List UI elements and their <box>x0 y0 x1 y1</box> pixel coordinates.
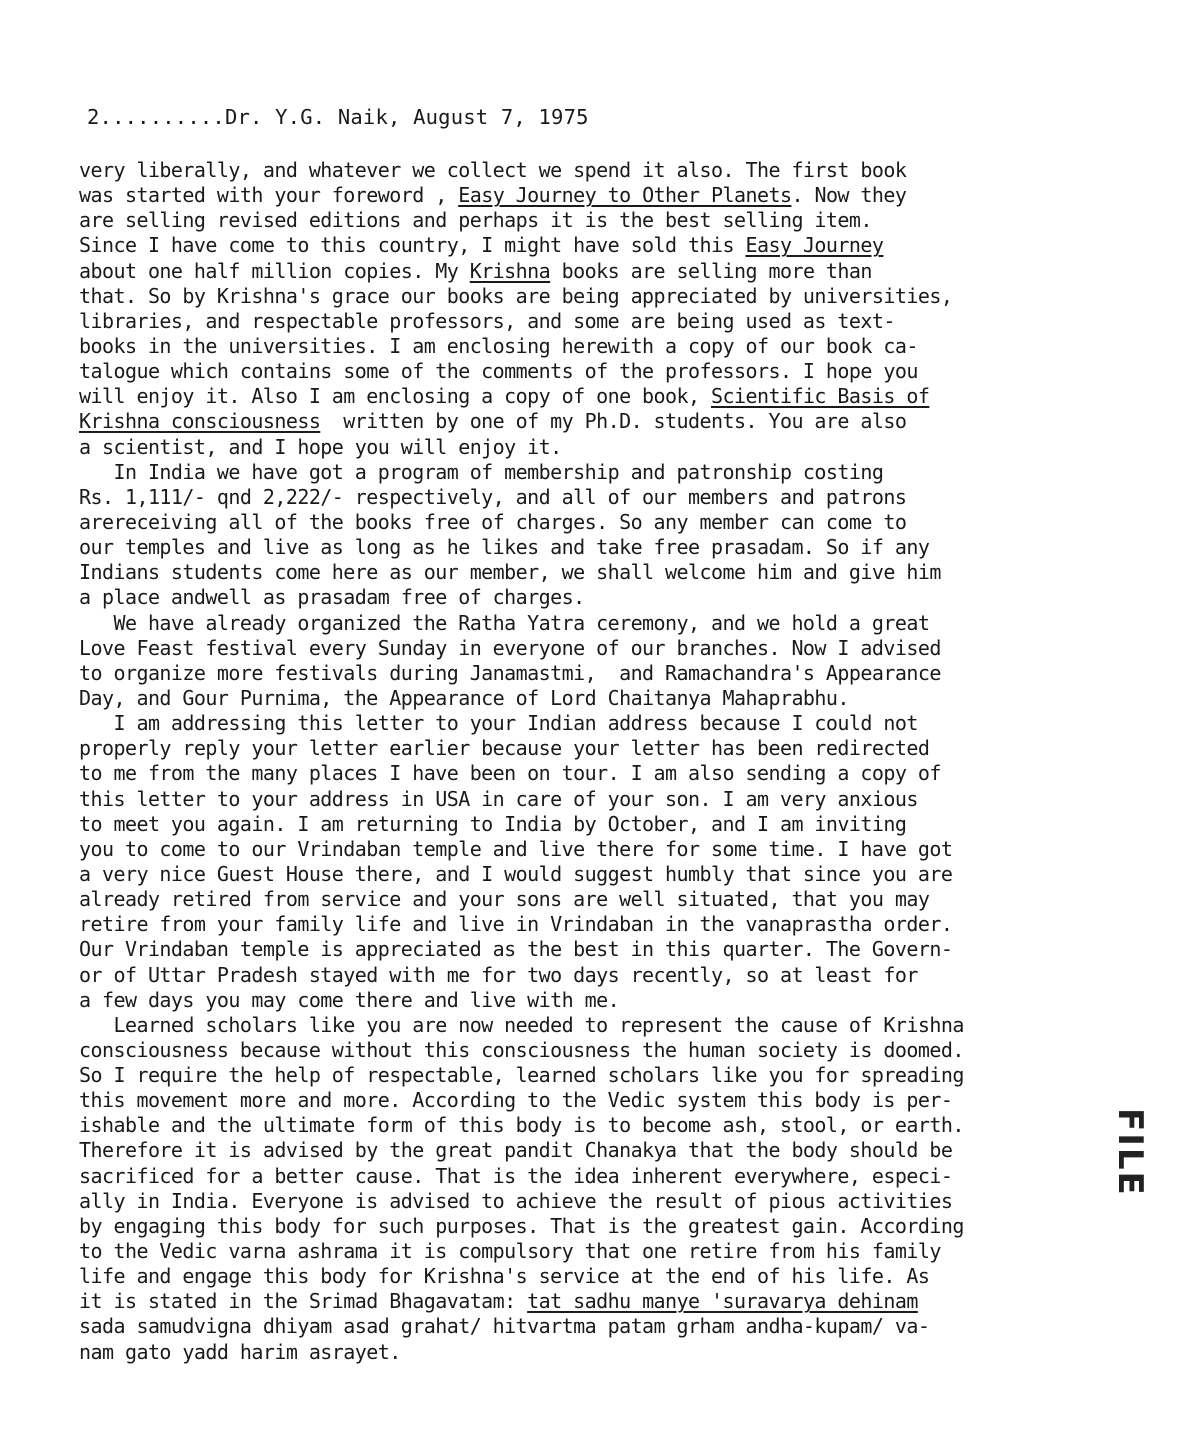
text-segment: talogue which contains some of the comments of the professors. I hope you <box>79 359 918 384</box>
text-segment: very liberally, and whatever we collect we spend it also. The first book <box>79 158 907 182</box>
text-line <box>79 1113 1079 1138</box>
text-line <box>79 460 1079 485</box>
text-line <box>79 585 1079 610</box>
text-segment: this letter to your address in USA in care of your son. I am very anxious <box>79 786 918 811</box>
text-segment: Our Vrindaban temple is appreciated as the best in this quarter. The Govern- <box>79 937 953 962</box>
text-line <box>79 208 1079 233</box>
text-line <box>79 1314 1079 1339</box>
text-line <box>79 963 1079 988</box>
text-segment: arereceiving all of the books free of charges. So any member can come to <box>79 509 907 534</box>
underlined-title: tat sadhu manye 'suravarya dehinam <box>527 1289 918 1314</box>
text-line <box>79 560 1079 585</box>
text-segment: Love Feast festival every Sunday in everyone of our branches. Now I advised <box>79 635 941 660</box>
text-segment: already retired from service and your sons are well situated, that you may <box>79 887 930 912</box>
text-line <box>79 686 1079 711</box>
text-segment: So I require the help of respectable, learned scholars like you for spreading <box>79 1063 964 1088</box>
text-segment: Learned scholars like you are now needed to represent the cause of Krishna <box>79 1012 964 1037</box>
text-segment: sada samudvigna dhiyam asad grahat/ hitvartma patam grham andha-kupam/ va- <box>79 1314 930 1339</box>
text-line <box>79 284 1079 309</box>
text-line <box>79 837 1079 862</box>
text-line <box>79 636 1079 661</box>
text-segment: Since I have come to this country, I might have sold this <box>79 233 746 258</box>
text-line <box>79 1214 1079 1239</box>
text-line <box>79 1264 1079 1289</box>
text-segment: about one half million copies. My <box>79 258 470 283</box>
text-segment: Indians students come here as our member, we shall welcome him and give him <box>79 560 941 585</box>
text-line <box>79 912 1079 937</box>
text-line <box>79 862 1079 887</box>
text-line <box>79 384 1079 409</box>
text-line <box>79 661 1079 686</box>
text-line <box>79 435 1079 460</box>
text-line <box>79 1038 1079 1063</box>
underlined-title: Easy Journey <box>745 233 884 258</box>
text-segment: our temples and live as long as he likes and take free prasadam. So if any <box>79 535 930 560</box>
text-line <box>79 1289 1079 1314</box>
text-line <box>79 359 1079 384</box>
text-line <box>79 1189 1079 1214</box>
text-line <box>79 1088 1079 1113</box>
text-segment: retire from your family life and live in Vrindaban in the vanaprastha order. <box>79 912 953 937</box>
text-line <box>79 535 1079 560</box>
text-segment: that. So by Krishna's grace our books are being appreciated by universities, <box>79 283 953 308</box>
text-segment: We have already organized the Ratha Yatra ceremony, and we hold a great <box>79 610 930 635</box>
text-segment: or of Uttar Pradesh stayed with me for two days recently, so at least for <box>79 962 918 987</box>
text-line <box>79 711 1079 736</box>
text-line <box>79 1239 1079 1264</box>
text-segment: In India we have got a program of membership and patronship costing <box>79 459 884 484</box>
text-line <box>79 510 1079 535</box>
text-line <box>79 183 1079 208</box>
text-segment: a few days you may come there and live with me. <box>79 987 620 1012</box>
text-segment: ishable and the ultimate form of this body is to become ash, stool, or earth. <box>79 1113 964 1138</box>
text-line <box>79 259 1079 284</box>
text-line <box>79 1013 1079 1038</box>
text-segment: was started with your foreword , <box>79 183 459 208</box>
text-line <box>79 812 1079 837</box>
text-segment: books are selling more than <box>550 258 872 283</box>
file-stamp <box>1112 1108 1156 1198</box>
text-segment: consciousness because without this consciousness the human society is doomed. <box>79 1037 964 1062</box>
text-segment: to meet you again. I am returning to India by October, and I am inviting <box>79 811 907 836</box>
letter-body <box>79 158 1079 1365</box>
underlined-title: Easy Journey to Other Planets <box>458 183 792 208</box>
underlined-title: Krishna consciousness <box>79 409 321 434</box>
text-segment: written by one of my Ph.D. students. You are also <box>320 409 907 434</box>
text-line <box>79 309 1079 334</box>
text-segment: nam gato yadd harim asrayet. <box>79 1339 401 1364</box>
text-segment: to the Vedic varna ashrama it is compulsory that one retire from his family <box>79 1239 941 1264</box>
text-segment: to organize more festivals during Janamastmi, and Ramachandra's Appearance <box>79 660 941 685</box>
letter-header: 2..........Dr. Y.G. Naik, August 7, 1975 <box>87 105 589 129</box>
text-line <box>79 1164 1079 1189</box>
text-segment: it is stated in the Srimad Bhagavatam: <box>79 1289 528 1314</box>
text-line <box>79 1138 1079 1163</box>
text-segment: this movement more and more. According to the Vedic system this body is per- <box>79 1088 953 1113</box>
text-line <box>79 736 1079 761</box>
text-segment: you to come to our Vrindaban temple and live there for some time. I have got <box>79 836 953 861</box>
text-line <box>79 409 1079 434</box>
text-segment: libraries, and respectable professors, and some are being used as text- <box>79 308 895 333</box>
text-line <box>79 1340 1079 1365</box>
text-segment: Rs. 1,111/- qnd 2,222/- respectively, and all of our members and patrons <box>79 484 907 509</box>
text-line <box>79 611 1079 636</box>
underlined-title: Scientific Basis of <box>711 384 930 409</box>
text-line <box>79 937 1079 962</box>
text-segment: to me from the many places I have been on tour. I am also sending a copy of <box>79 761 941 786</box>
underlined-title: Krishna <box>469 258 551 283</box>
text-segment: by engaging this body for such purposes. That is the greatest gain. According <box>79 1213 964 1238</box>
text-line <box>79 761 1079 786</box>
text-segment: ally in India. Everyone is advised to achieve the result of pious activities <box>79 1188 953 1213</box>
text-line <box>79 988 1079 1013</box>
text-segment: will enjoy it. Also I am enclosing a copy of one book, <box>79 384 712 409</box>
text-segment: properly reply your letter earlier because your letter has been redirected <box>79 736 930 761</box>
text-segment: Day, and Gour Purnima, the Appearance of Lord Chaitanya Mahaprabhu. <box>79 685 849 710</box>
text-line <box>79 158 1079 183</box>
text-segment: Therefore it is advised by the great pandit Chanakya that the body should be <box>79 1138 953 1163</box>
text-line <box>79 334 1079 359</box>
text-line <box>79 485 1079 510</box>
text-segment: are selling revised editions and perhaps it is the best selling item. <box>79 208 872 233</box>
text-segment: . Now they <box>791 183 907 208</box>
text-segment: a very nice Guest House there, and I would suggest humbly that since you are <box>79 861 953 886</box>
text-segment: books in the universities. I am enclosing herewith a copy of our book ca- <box>79 333 918 358</box>
text-segment: a scientist, and I hope you will enjoy it. <box>79 434 562 459</box>
text-line <box>79 887 1079 912</box>
text-segment: life and engage this body for Krishna's service at the end of his life. As <box>79 1264 930 1289</box>
text-line <box>79 233 1079 258</box>
text-segment: a place andwell as prasadam free of charges. <box>79 585 585 610</box>
text-line <box>79 1063 1079 1088</box>
text-segment: sacrificed for a better cause. That is the idea inherent everywhere, especi- <box>79 1163 953 1188</box>
text-line <box>79 787 1079 812</box>
file-stamp-text: FILE <box>1110 1108 1150 1197</box>
text-segment: I am addressing this letter to your Indian address because I could not <box>79 711 918 736</box>
